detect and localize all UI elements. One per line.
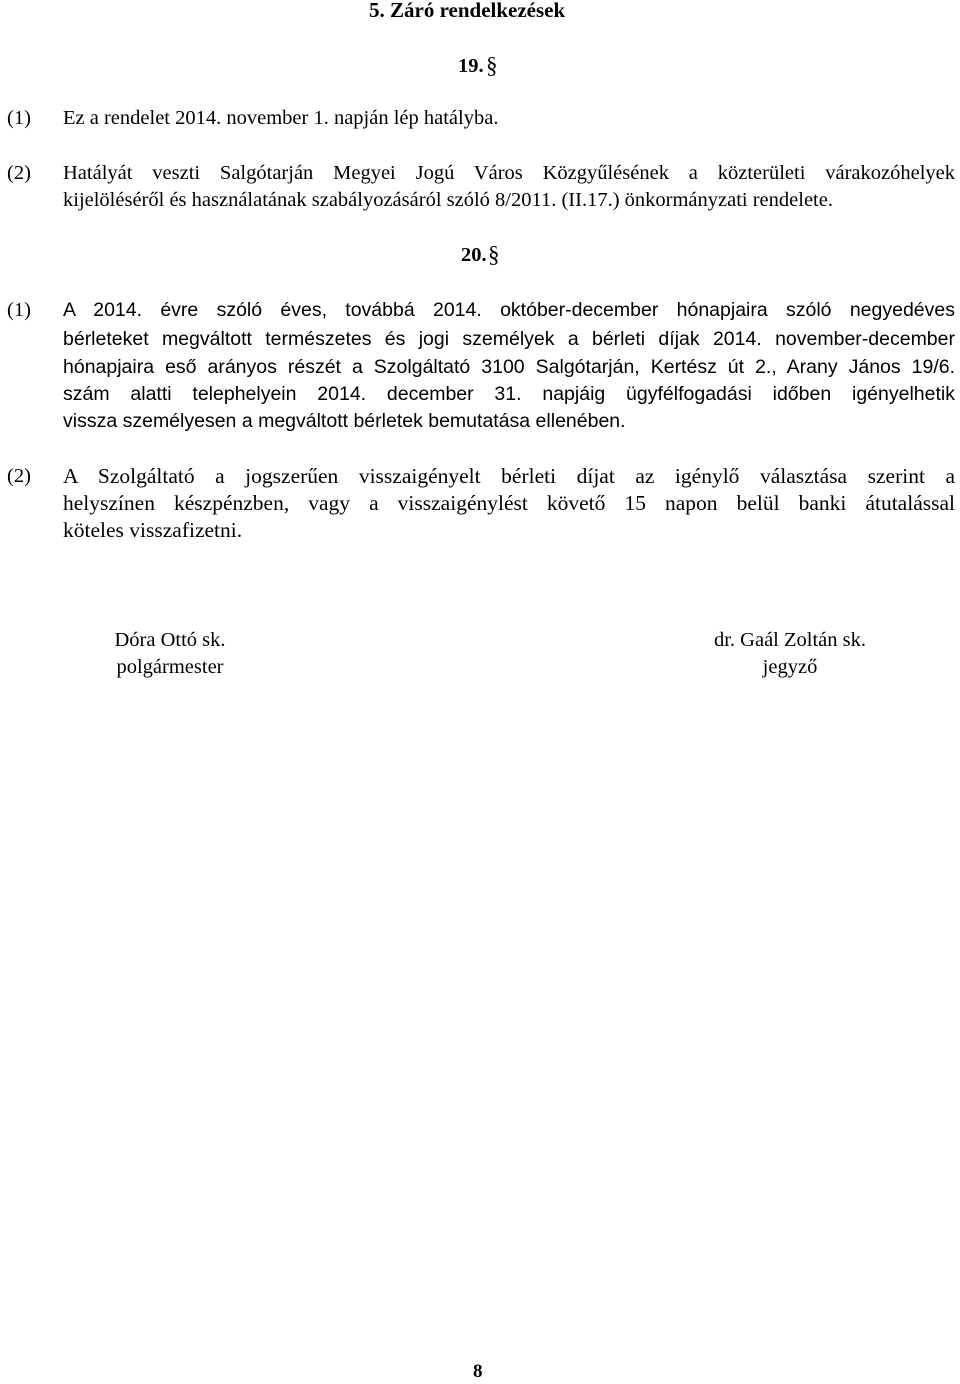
signature-title: jegyző: [762, 656, 818, 678]
paragraph-line: kijelöléséről és használatának szabályozásáról szóló 8/2011. (II.17.) önkormányzati rendelete.: [63, 189, 833, 211]
paragraph-number: (1): [7, 299, 31, 321]
signature-name: Dóra Ottó sk.: [114, 629, 226, 651]
paragraph-line: A 2014. évre szóló éves, továbbá 2014. október-december hónapjaira szóló negyedéves: [63, 299, 955, 321]
section-sign-icon: §: [488, 242, 500, 267]
paragraph-line: A Szolgáltató a jogszerűen visszaigényelt bérleti díjat az igénylő választása szerint a: [63, 464, 955, 488]
paragraph-line: köteles visszafizetni.: [63, 518, 243, 542]
paragraph-number: (1): [7, 107, 31, 129]
paragraph-number: (2): [7, 465, 31, 487]
paragraph-line: Ez a rendelet 2014. november 1. napján lép hatályba.: [63, 107, 499, 129]
paragraph-line: bérleteket megváltott természetes és jogi személyek a bérleti díjak 2014. november-december: [63, 328, 955, 350]
signature-title: polgármester: [116, 656, 224, 678]
paragraph-number: (2): [7, 162, 31, 184]
signature-name: dr. Gaál Zoltán sk.: [713, 629, 866, 651]
section-heading-19: 19.: [458, 55, 484, 77]
section-sign-icon: §: [486, 53, 498, 78]
paragraph-line: szám alatti telephelyein 2014. december 31. napjáig ügyfélfogadási időben igényelhetik: [63, 383, 955, 405]
chapter-title: 5. Záró rendelkezések: [369, 0, 566, 22]
paragraph-line: vissza személyesen a megváltott bérletek bemutatása ellenében.: [63, 410, 626, 432]
paragraph-line: helyszínen készpénzben, vagy a visszaigénylést követő 15 napon belül banki átutalással: [63, 491, 955, 515]
paragraph-line: hónapjaira eső arányos részét a Szolgáltató 3100 Salgótarján, Kertész út 2., Arany János 19/6.: [63, 356, 955, 378]
section-heading-20: 20.: [461, 244, 487, 266]
page-number: 8: [473, 1361, 483, 1382]
paragraph-line: Hatályát veszti Salgótarján Megyei Jogú Város Közgyűlésének a közterületi várakozóhelyek: [63, 162, 955, 184]
